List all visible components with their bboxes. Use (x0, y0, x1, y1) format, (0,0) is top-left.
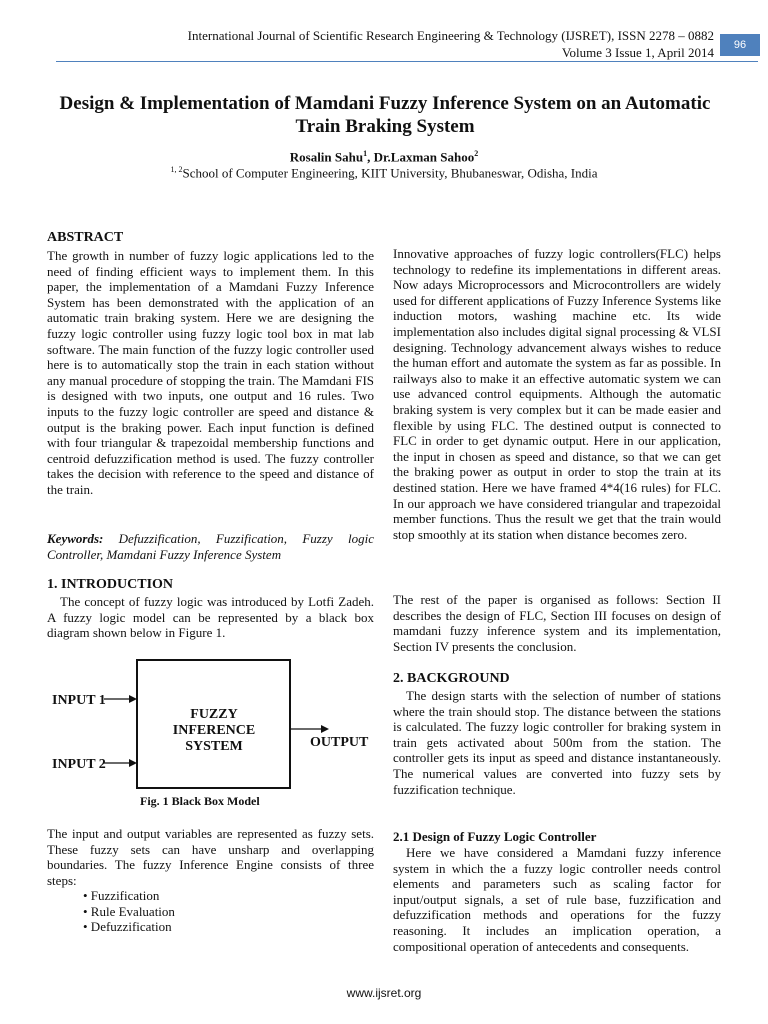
box-label-system: SYSTEM (185, 739, 243, 754)
output-label: OUTPUT (310, 735, 369, 750)
output-arrowhead (321, 725, 329, 733)
affiliation-sup: 1, 2 (170, 165, 183, 174)
figure-1-caption: Fig. 1 Black Box Model (140, 794, 260, 808)
introduction-heading: 1. INTRODUCTION (47, 577, 174, 592)
figure-1-black-box-model (40, 650, 380, 790)
author-1-sup: 1 (363, 149, 368, 158)
footer-url[interactable]: www.ijsret.org (346, 986, 422, 1000)
keywords-label: Keywords: (47, 531, 104, 546)
input-2-arrowhead (129, 759, 137, 767)
introduction-para-1 (47, 594, 374, 641)
fis-steps-list (83, 888, 175, 935)
list-item: • Rule Evaluation (83, 903, 175, 919)
box-label-fuzzy: FUZZY (190, 707, 238, 722)
affiliation (0, 165, 768, 181)
background-heading: 2. BACKGROUND (393, 671, 510, 686)
box-label-inference: INFERENCE (172, 723, 256, 738)
input-1-arrowhead (129, 695, 137, 703)
abstract-text: The growth in number of fuzzy logic applications led to the need of finding efficient ways to implement them. In this paper, the implementation of a Mamdani Fuzzy Inference System has been demonstrated with the application of an automatic train braking system. Here we are designing the fuzzy logic controller using fuzzy logic tool box in mat lab software. The main function of the fuzzy logic controller used here is to automatically stop the train in each station without any manual procedure of stopping the train. The Mamdani FIS is designed with two inputs, one output and 16 rules. Two inputs to the fuzzy logic controller are speed and distance & output is the braking power. Each input function is defined with four triangular & trapezoidal membership functions and centroid defuzzification method is used. The fuzzy controller takes the decision with reference to the speed and distance of the train. (47, 248, 374, 497)
paper-title: Design & Implementation of Mamdani Fuzzy Inference System on an Automatic Train Braking System (59, 93, 711, 137)
affiliation-text: School of Computer Engineering, KIIT University, Bhubaneswar, Odisha, India (182, 165, 598, 181)
journal-name: International Journal of Scientific Research Engineering & Technology (IJSRET), ISSN 2278 – 0882 (187, 28, 714, 43)
background-text: The design starts with the selection of number of stations where the train should stop. The distance between the stations is calculated. The fuzzy logic controller for braking system in train gets activated about 500m from the station. The controller gets its input as speed and distance instantaneously. The numerical values are converted into fuzzy sets by fuzzification technique. (393, 688, 721, 797)
keywords-text: Defuzzification, Fuzzification, Fuzzy logic Controller, Mamdani Fuzzy Inference System (47, 531, 374, 562)
header-rule (56, 61, 758, 62)
section-2-1-heading: 2.1 Design of Fuzzy Logic Controller (393, 829, 597, 844)
authors (0, 149, 768, 165)
list-item: • Fuzzification (83, 888, 160, 903)
section-2-1-text-block (393, 845, 721, 954)
right-column-para-1: Innovative approaches of fuzzy logic controllers(FLC) helps technology to redefine its implementations in different areas. Now adays Microprocessors and Microcontrollers are widely used for different applications of Fuzzy Inference Systems like induction motors, washing machine etc. Its wide implementation also includes digital signal processing & VLSI designing. Technology advancement always wishes to reduce the human effort and automate the system as far as possible. In railways also to make it an effective automatic system we can use advanced control equipments. Although the automatic braking system is very complex but it can be made easier and flexible by using FLC. The destined output is connected to FLC in order to get dynamic output. Here in our application, the input in chosen as speed and distance, so that we can get the braking power as output in order to stop the train at its destined station. Here we have framed 4*4(16 rules) for FLC. In our approach we have considered triangular and trapezoidal member functions. Thus the result we get that the train would stop smoothly at its station when distance becomes zero. (393, 246, 721, 542)
introduction-para-2: The input and output variables are represented as fuzzy sets. These fuzzy sets can have unsharp and overlapping boundaries. The fuzzy Inference Engine consists of three steps: (47, 826, 374, 888)
introduction-para-1-text: The concept of fuzzy logic was introduced by Lotfi Zadeh. A fuzzy logic model can be represented by a black box diagram shown below in Figure 1. (47, 594, 374, 641)
right-column-para-2: The rest of the paper is organised as follows: Section II describes the design of FLC, Section III focuses on design of mamdani fuzzy inference system and its implementation, Section IV presents the conclusion. (393, 592, 721, 654)
author-1: Rosalin Sahu (289, 149, 364, 165)
author-separator: , (367, 149, 374, 165)
list-item: • Defuzzification (83, 919, 172, 935)
author-2-sup: 2 (474, 149, 479, 158)
abstract-heading: ABSTRACT (47, 230, 124, 245)
page-number-badge: 96 (720, 34, 760, 56)
section-2-1-text: Here we have considered a Mamdani fuzzy inference system in which the a fuzzy logic controller needs control elements and parameters such as scaling factor for input/output signals, a set of rule base, fuzzification and defuzzification methods and operations for the fuzzy reasoning. It includes an implication operation, a compositional operation of antecedents and consequents. (393, 845, 721, 954)
keywords (47, 531, 374, 562)
volume-issue: Volume 3 Issue 1, April 2014 (561, 45, 714, 60)
input-2-label: INPUT 2 (52, 757, 106, 772)
background-text-block (393, 688, 721, 797)
author-2: Dr.Laxman Sahoo (373, 149, 475, 165)
input-1-label: INPUT 1 (52, 693, 106, 708)
